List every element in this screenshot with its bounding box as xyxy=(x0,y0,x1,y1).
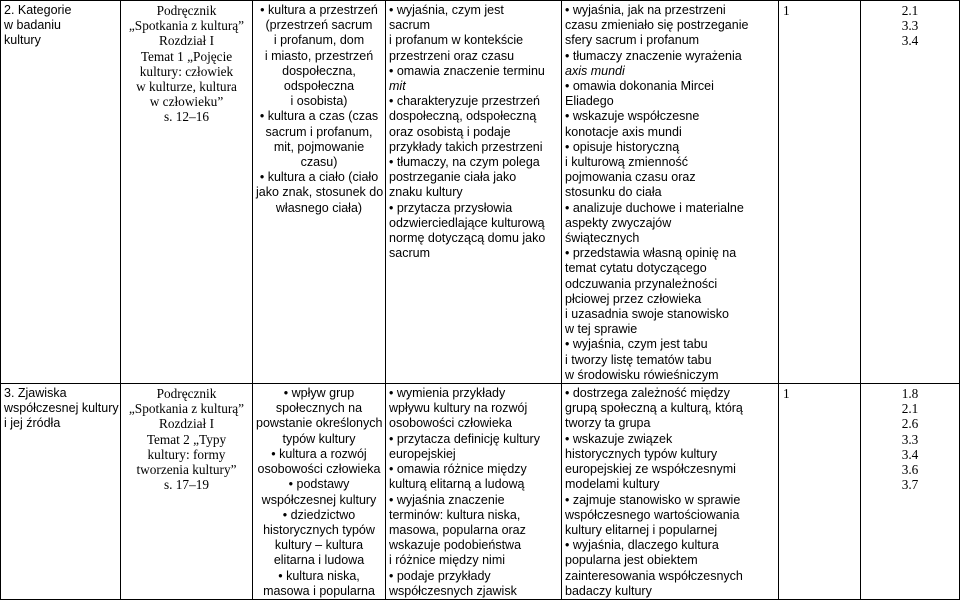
bullet-item: • podaje przykłady xyxy=(389,569,558,584)
basic-requirements-cell xyxy=(386,384,562,600)
cell-line: odczuwania przynależności xyxy=(565,276,718,291)
cell-line: czasu zmieniało się postrzeganie xyxy=(565,18,749,33)
curriculum-points-cell xyxy=(861,384,960,600)
cell-line: przykłady takich przestrzeni xyxy=(389,139,543,154)
cell-line: i kulturową zmienność xyxy=(565,155,688,170)
cell-line: 3.6 xyxy=(901,462,919,478)
bullet-item: • dostrzega zależność między xyxy=(565,386,775,401)
cell-line: i tworzy listę tematów tabu xyxy=(565,352,712,367)
hours-cell xyxy=(779,384,861,600)
cell-line: dospołeczną, odspołeczną xyxy=(389,109,537,124)
cell-line: normę dotyczącą domu jako xyxy=(389,231,546,246)
bullet-item: • opisuje historyczną xyxy=(565,140,775,155)
cell-line: sacrum xyxy=(389,246,430,261)
cell-line: masowa i popularna xyxy=(263,583,375,598)
bullet-item: • omawia różnice między xyxy=(389,462,558,477)
cell-line: tworzenia kultury” xyxy=(136,462,237,478)
cell-line: odspołeczna xyxy=(283,79,355,94)
cell-line: 3.4 xyxy=(901,33,919,49)
cell-line: sfery sacrum i profanum xyxy=(565,33,700,48)
cell-line: jako znak, stosunek do xyxy=(256,185,384,200)
cell-line: dospołeczna, xyxy=(282,63,356,78)
cell-line: Temat 1 „Pojęcie xyxy=(140,48,233,64)
bullet-item: • tłumaczy, na czym polega xyxy=(389,155,558,170)
bullet-item: • przytacza definicję kultury xyxy=(389,432,558,447)
cell-line: 3.3 xyxy=(901,431,919,447)
cell-line: w badaniu xyxy=(4,18,61,33)
cell-line: osobowości człowieka xyxy=(257,462,381,477)
textbook-reference-cell xyxy=(121,384,253,600)
cell-line: sacrum xyxy=(389,18,430,33)
cell-line: Temat 2 „Typy xyxy=(146,431,227,447)
content-topics-cell xyxy=(253,1,386,384)
cell-line: świątecznych xyxy=(565,231,640,246)
cell-line: współczesnego wartościowania xyxy=(565,507,740,522)
cell-line: kultury elitarnej i popularnej xyxy=(565,522,718,537)
category-cell xyxy=(1,384,121,600)
bullet-item: • tłumaczy znaczenie wyrażenia xyxy=(565,49,775,64)
bullet-item: • wyjaśnia, dlaczego kultura xyxy=(565,538,775,553)
bullet-item: • omawia znaczenie terminu xyxy=(389,64,558,79)
basic-requirements-cell xyxy=(386,1,562,384)
cell-line: kultury – kultura xyxy=(274,538,364,553)
cell-line: Rozdział I xyxy=(158,33,214,49)
bullet-item: • przedstawia własną opinię na xyxy=(565,246,775,261)
cell-line: społecznych na xyxy=(275,401,363,416)
cell-line: Podręcznik xyxy=(156,3,217,18)
cell-line: znaku kultury xyxy=(389,185,463,200)
cell-line: historycznych typów kultury xyxy=(565,446,718,461)
cell-line: w kulturze, kultura xyxy=(136,79,237,95)
cell-line: i osobista) xyxy=(290,94,348,109)
bullet-item: • charakteryzuje przestrzeń xyxy=(389,94,558,109)
cell-line: popularna jest obiektem xyxy=(565,553,698,568)
category-cell xyxy=(1,1,121,384)
cell-line: axis mundi xyxy=(565,63,625,78)
cell-line: w środowisku rówieśniczym xyxy=(565,367,719,382)
cell-line: terminów: kultura niska, xyxy=(389,507,521,522)
cell-line: w tej sprawie xyxy=(565,322,638,337)
cell-line: s. 17–19 xyxy=(163,477,210,493)
cell-line: „Spotkania z kulturą” xyxy=(128,18,245,34)
cell-line: osobowości człowieka xyxy=(389,416,512,431)
extended-requirements-cell xyxy=(562,384,779,600)
cell-line: 2.1 xyxy=(901,401,919,417)
bullet-item: • wyjaśnia znaczenie xyxy=(389,493,558,508)
cell-line: 2.1 xyxy=(901,3,919,18)
cell-line: Eliadego xyxy=(565,94,614,109)
hours-cell xyxy=(779,1,861,384)
cell-line: 1.8 xyxy=(901,386,919,402)
cell-line: masowa, popularna oraz xyxy=(389,522,526,537)
table-row xyxy=(1,384,960,600)
cell-line: s. 12–16 xyxy=(163,109,210,125)
cell-line: typów kultury xyxy=(282,431,356,446)
cell-line: współczesnej kultury xyxy=(261,492,377,507)
cell-line: i profanum, dom xyxy=(273,33,365,48)
cell-line: współczesnych zjawisk xyxy=(389,583,517,598)
textbook-reference-cell xyxy=(121,1,253,384)
cell-line: kultury: człowiek xyxy=(139,63,234,79)
cell-line: 3. Zjawiska xyxy=(4,386,67,401)
cell-line: i uzasadnia swoje stanowisko xyxy=(565,307,729,322)
cell-line: 1 xyxy=(783,386,790,402)
cell-line: (przestrzeń sacrum xyxy=(265,18,373,33)
cell-line: własnego ciała) xyxy=(275,200,363,215)
table-row xyxy=(1,1,960,384)
cell-line: 2. Kategorie xyxy=(4,3,72,17)
bullet-item: • analizuje duchowe i materialne xyxy=(565,201,775,216)
bullet-item: • kultura a czas (czas xyxy=(256,109,382,124)
bullet-item: • wyjaśnia, czym jest xyxy=(389,3,558,18)
content-topics-cell xyxy=(253,384,386,600)
cell-line: stosunku do ciała xyxy=(565,185,662,200)
cell-line: współczesnej kultury xyxy=(4,401,119,416)
cell-line: „Spotkania z kulturą” xyxy=(128,401,245,417)
cell-line: kulturą elitarną a ludową xyxy=(389,477,525,492)
cell-line: tworzy ta grupa xyxy=(565,416,651,431)
cell-line: konotacje axis mundi xyxy=(565,124,682,139)
cell-line: historycznych typów xyxy=(263,522,375,537)
cell-line: płciowej przez człowieka xyxy=(565,291,702,306)
cell-line: i jej źródła xyxy=(4,416,61,431)
bullet-item: • wskazuje związek xyxy=(565,432,775,447)
cell-line: wskazuje podobieństwa xyxy=(389,538,522,553)
cell-line: badaczy kultury xyxy=(565,583,652,598)
bullet-item: • wskazuje współczesne xyxy=(565,109,775,124)
bullet-item: • zajmuje stanowisko w sprawie xyxy=(565,493,775,508)
cell-line: 3.3 xyxy=(901,18,919,34)
bullet-item: • wpływ grup xyxy=(256,386,382,401)
cell-line: w człowieku” xyxy=(149,94,224,110)
cell-line: kultury xyxy=(4,33,41,48)
cell-line: oraz osobistą i podaje xyxy=(389,124,511,139)
cell-line: grupą społeczną a kulturą, którą xyxy=(565,401,743,416)
cell-line: i profanum w kontekście xyxy=(389,33,524,48)
cell-line: pojmowania czasu oraz xyxy=(565,170,696,185)
cell-line: powstanie określonych xyxy=(256,416,383,431)
cell-line: kultury: formy xyxy=(147,446,226,462)
cell-line: 1 xyxy=(783,3,790,18)
cell-line: przestrzeni oraz czasu xyxy=(389,48,515,63)
bullet-item: • przytacza przysłowia xyxy=(389,201,558,216)
bullet-item: • kultura a ciało (ciało xyxy=(256,170,382,185)
bullet-item: • wymienia przykłady xyxy=(389,386,558,401)
cell-line: wpływu kultury na rozwój xyxy=(389,401,528,416)
cell-line: 3.7 xyxy=(901,477,919,493)
cell-line: aspekty zwyczajów xyxy=(565,215,672,230)
cell-line: i różnice między nimi xyxy=(389,553,506,568)
cell-line: elitarna i ludowa xyxy=(273,553,365,568)
cell-line: 2.6 xyxy=(901,416,919,432)
cell-line: temat cytatu dotyczącego xyxy=(565,261,707,276)
cell-line: i miasto, przestrzeń xyxy=(264,48,374,63)
bullet-item: • podstawy xyxy=(256,477,382,492)
bullet-item: • wyjaśnia, czym jest tabu xyxy=(565,337,775,352)
cell-line: Rozdział I xyxy=(158,416,214,432)
cell-line: Podręcznik xyxy=(156,386,217,402)
cell-line: modelami kultury xyxy=(565,477,660,492)
bullet-item: • dziedzictwo xyxy=(256,508,382,523)
cell-line: odzwierciedlające kulturową xyxy=(389,215,545,230)
cell-line: postrzeganie ciała jako xyxy=(389,170,517,185)
bullet-item: • wyjaśnia, jak na przestrzeni xyxy=(565,3,775,18)
bullet-item: • omawia dokonania Mircei xyxy=(565,79,775,94)
cell-line: czasu) xyxy=(300,155,338,170)
cell-line: europejskiej ze współczesnymi xyxy=(565,462,736,477)
cell-line: mit xyxy=(389,79,406,94)
bullet-item: • kultura a rozwój xyxy=(256,447,382,462)
cell-line: zainteresowania współczesnych xyxy=(565,568,743,583)
extended-requirements-cell xyxy=(562,1,779,384)
bullet-item: • kultura a przestrzeń xyxy=(256,3,382,18)
cell-line: sacrum i profanum, xyxy=(265,124,373,139)
cell-line: mit, pojmowanie xyxy=(273,139,365,154)
bullet-item: • kultura niska, xyxy=(256,569,382,584)
cell-line: europejskiej xyxy=(389,446,456,461)
cell-line: 3.4 xyxy=(901,446,919,462)
curriculum-points-cell xyxy=(861,1,960,384)
